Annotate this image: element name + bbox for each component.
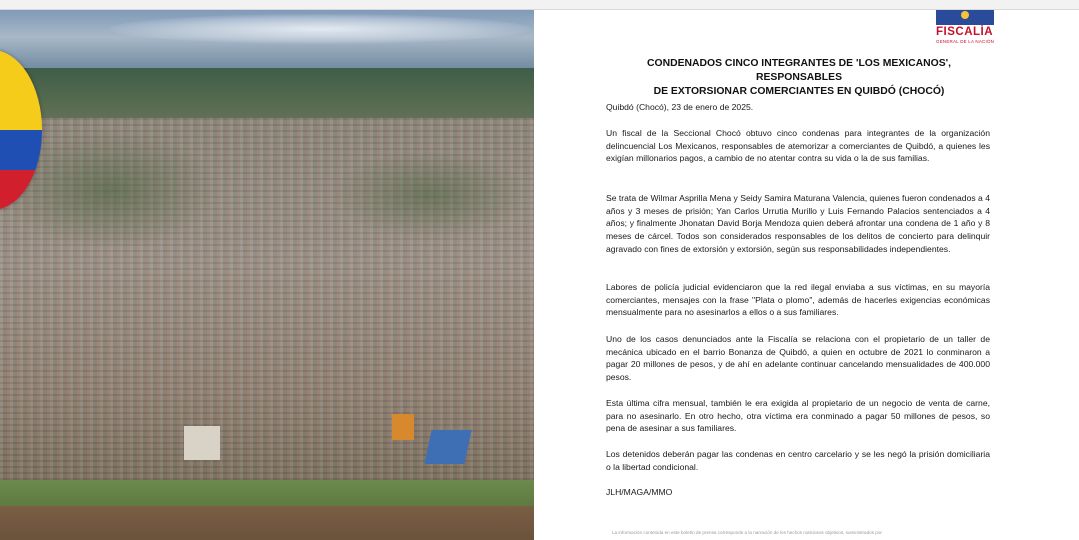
browser-top-strip	[0, 0, 1079, 10]
title-line-1: CONDENADOS CINCO INTEGRANTES DE 'LOS MEXICANOS', RESPONSABLES	[647, 58, 951, 83]
body-paragraph: Los detenidos deberán pagar las condenas en centro carcelario y se les negó la prisión domiciliaria o la libertad condicional.	[606, 449, 990, 472]
footer-disclaimer: La información contenida en este boletín de prensa corresponde a la narración de los hechos noticiosos objetivos, suministrados por	[612, 530, 882, 535]
photo-riverbank	[0, 480, 534, 506]
photo-building	[184, 426, 220, 460]
body-paragraph: Uno de los casos denunciados ante la Fiscalía se relaciona con el propietario de un taller de mecánica ubicado en el barrio Bonanza de Quibdó, a quien en octubre de 2021 lo conminaron a pagar 20 millones de pesos, y de ahí en adelante continuar cancelando mensualidades de 400.000 pesos.	[606, 334, 990, 383]
photo-river	[0, 506, 534, 540]
body-paragraph: Se trata de Wilmar Asprilla Mena y Seidy Samira Maturana Valencia, quienes fueron condenados a 4 años y 3 meses de prisión; Yan Carlos Urrutia Murillo y Luis Fernando Palacios sentenciados a 4 años; y finalmente Jhonatan David Borja Mendoza quien deberá afrontar una condena de 1 año y 8 meses de cárcel. Todos son considerados responsables de los delitos de concierto para delinquir agravado con fines de extorsión y extorsión, según sus responsabilidades independientes.	[606, 193, 990, 254]
body-paragraph: Un fiscal de la Seccional Chocó obtuvo cinco condenas para integrantes de la organización delincuencial Los Mexicanos, responsables de atemorizar a comerciantes de Quibdó, a quienes les exigían millonarios pagos, a cambio de no atentar contra su vida o la de sus familias.	[606, 128, 990, 164]
title-line-2: DE EXTORSIONAR COMERCIANTES EN QUIBDÓ (CHOCÓ)	[653, 86, 945, 97]
logo-subtitle: GENERAL DE LA NACIÓN	[936, 39, 995, 44]
body-paragraph: Labores de policía judicial evidenciaron que la red ilegal enviaba a sus víctimas, en su mayoría comerciantes, mensajes con la frase "Plata o plomo", además de hacerles exigencias económicas mensualmente para no asesinarlos a ellos o a sus familiares.	[606, 282, 990, 318]
photo-building	[424, 430, 471, 464]
aerial-city-photo	[0, 10, 534, 540]
photo-clouds	[110, 14, 530, 44]
photo-building	[392, 414, 414, 440]
logo-name: FISCALÍA	[936, 26, 994, 38]
dateline: Quibdó (Chocó), 23 de enero de 2025.	[606, 102, 754, 112]
photo-trees	[330, 150, 530, 240]
body-paragraph: Esta última cifra mensual, también le era exigida al propietario de un negocio de venta de carne, para no asesinarlo. En otro hecho, otra víctima era conminado a pagar 50 millones de pesos, so pena de asesinar a sus familiares.	[606, 398, 990, 434]
fiscalia-logo	[936, 10, 996, 48]
press-release-title	[604, 57, 994, 99]
logo-flag-icon	[936, 10, 994, 25]
author-initials: JLH/MAGA/MMO	[606, 487, 673, 497]
